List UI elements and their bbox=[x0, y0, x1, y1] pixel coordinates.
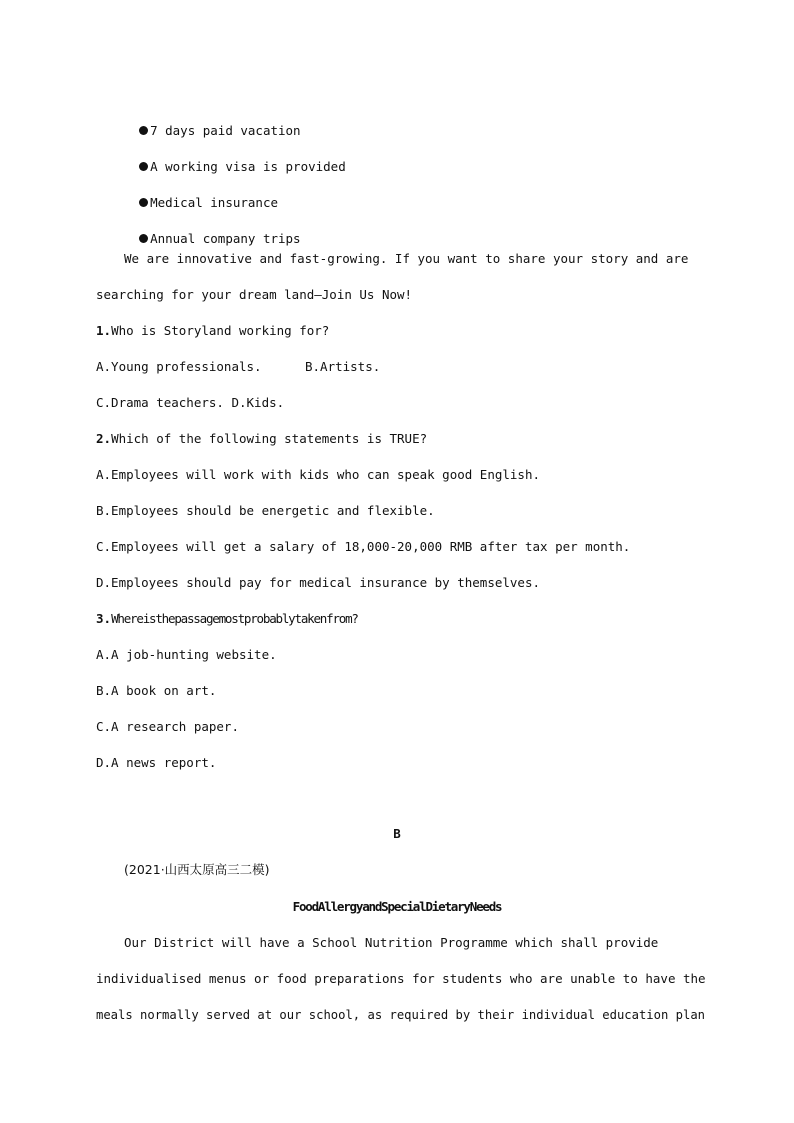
question-stem: Which of the following statements is TRUE? bbox=[111, 431, 428, 446]
benefit-text: A working visa is provided bbox=[150, 159, 346, 174]
question-3 bbox=[96, 611, 358, 627]
question-2 bbox=[96, 431, 427, 447]
q3-option-d: D.A news report. bbox=[96, 755, 217, 770]
question-stem: Who is Storyland working for? bbox=[111, 323, 330, 338]
bullet-icon bbox=[139, 234, 148, 243]
q2-option-c: C.Employees will get a salary of 18,000-20,000 RMB after tax per month. bbox=[96, 539, 631, 554]
benefit-text: Medical insurance bbox=[150, 195, 278, 210]
q3-option-a: A.A job-hunting website. bbox=[96, 647, 277, 662]
benefit-item bbox=[124, 215, 301, 247]
closing-line-1: We are innovative and fast-growing. If you want to share your story and are bbox=[124, 251, 689, 266]
benefit-item bbox=[124, 107, 301, 139]
q3-option-b: B.A book on art. bbox=[96, 683, 217, 698]
benefit-item bbox=[124, 143, 346, 175]
paragraph-line-2: individualised menus or food preparations for students who are unable to have the bbox=[96, 971, 706, 986]
paragraph-line-3: meals normally served at our school, as required by their individual education plan bbox=[96, 1008, 706, 1022]
section-label: B bbox=[393, 826, 401, 841]
paragraph-line-1: Our District will have a School Nutrition Programme which shall provide bbox=[124, 935, 659, 950]
question-number: 3. bbox=[96, 611, 112, 626]
benefit-text: 7 days paid vacation bbox=[150, 123, 301, 138]
closing-line-2: searching for your dream land—Join Us Now! bbox=[96, 287, 413, 302]
question-stem: Whereisthepassagemostprobablytakenfrom? bbox=[111, 611, 358, 626]
q1-option-b: B.Artists. bbox=[305, 359, 381, 374]
source-note: (2021·山西太原高三二模) bbox=[124, 862, 270, 877]
bullet-icon bbox=[139, 198, 148, 207]
q1-option-a: A.Young professionals. bbox=[96, 359, 262, 374]
q2-option-d: D.Employees should pay for medical insurance by themselves. bbox=[96, 575, 541, 590]
q2-option-a: A.Employees will work with kids who can speak good English. bbox=[96, 467, 541, 482]
benefit-item bbox=[124, 179, 278, 211]
passage-title: FoodAllergyandSpecialDietaryNeeds bbox=[292, 899, 502, 914]
question-1 bbox=[96, 323, 329, 339]
question-number: 1. bbox=[96, 323, 112, 338]
q2-option-b: B.Employees should be energetic and flexible. bbox=[96, 503, 435, 518]
question-number: 2. bbox=[96, 431, 112, 446]
q3-option-c: C.A research paper. bbox=[96, 719, 239, 734]
bullet-icon bbox=[139, 126, 148, 135]
benefit-text: Annual company trips bbox=[150, 231, 301, 246]
bullet-icon bbox=[139, 162, 148, 171]
q1-option-cd: C.Drama teachers. D.Kids. bbox=[96, 395, 285, 410]
